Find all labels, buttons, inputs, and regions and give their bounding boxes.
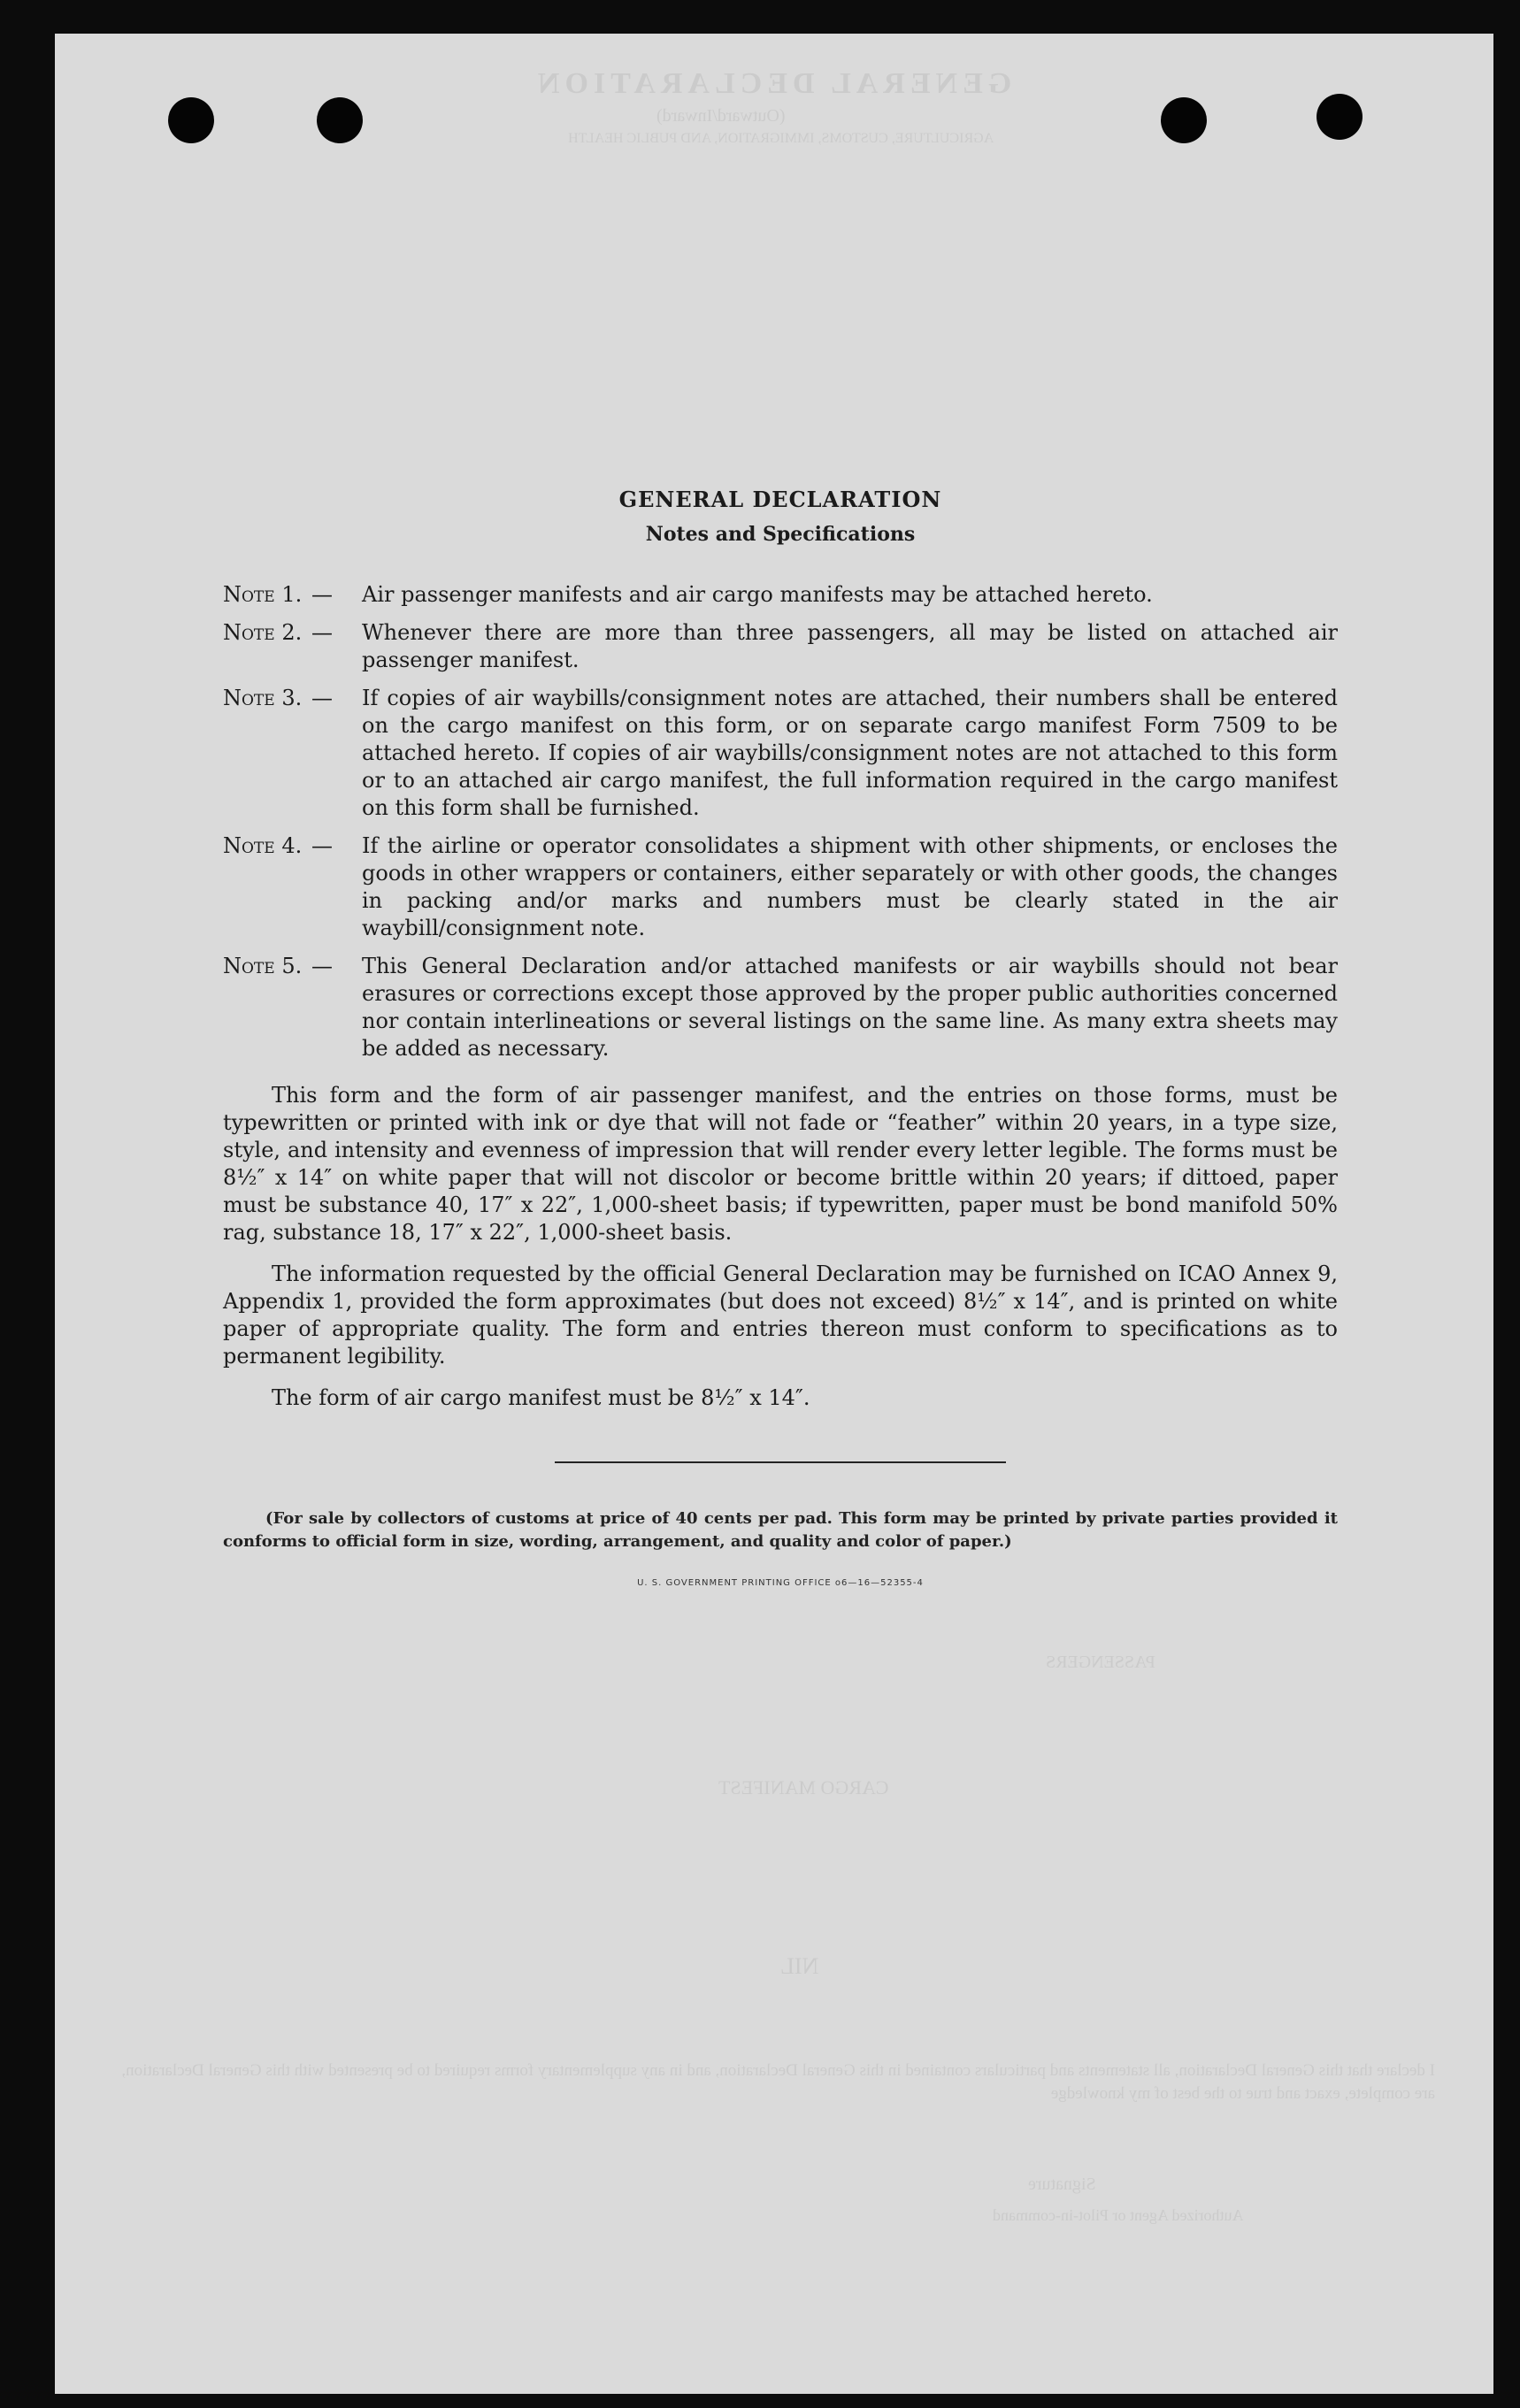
paragraph-form-requirements: This form and the form of air passenger manifest, and the entries on those forms, must be typewritten or printed with ink or dye that will not fade or “feather” within 20 years, in a type size, style, and intensity and evenness of impression that will render every letter legible. The forms must be 8½″ x 14″ on white paper that will not discolor or become brittle within 20 years; if dittoed, paper must be substance 40, 17″ x 22″, 1,000-sheet basis; if typewritten, paper must be bond manifold 50% rag, substance 18, 17″ x 22″, 1,000-sheet basis. bbox=[223, 1083, 1338, 1245]
notes-content bbox=[223, 487, 1338, 1588]
note-1-text: Air passenger manifests and air cargo manifests may be attached hereto. bbox=[362, 582, 1153, 607]
note-5-text: This General Declaration and/or attached manifests or air waybills should not bear erasures or corrections except those approved by the proper public authorities concerned nor contain interlineations or several listings on the same line. As many extra sheets may be added as necessary. bbox=[362, 954, 1338, 1061]
bleed-through-footer-1: I declare that this General Declaration, all statements and particulars contained in this General Declaration, and in any supplementary forms required to be presented with this General Declaration, are complete, exact and true to the best of my knowledge bbox=[121, 2061, 1435, 2103]
punch-hole-4 bbox=[1317, 94, 1363, 140]
note-3-label: Note 3. bbox=[223, 686, 303, 710]
note-dash: — bbox=[311, 833, 333, 858]
punch-hole-1 bbox=[168, 97, 214, 143]
note-dash: — bbox=[311, 620, 333, 645]
paragraph-icao-annex: The information requested by the official General Declaration may be furnished on ICAO Annex 9, Appendix 1, provided the form approximates (but does not exceed) 8½″ x 14″, and is printed on white paper of appropriate quality. The form and entries thereon must conform to specifications as to permanent legibility. bbox=[223, 1262, 1338, 1369]
printer-line: U. S. GOVERNMENT PRINTING OFFICE o6—16—52355-4 bbox=[637, 1578, 924, 1588]
note-dash: — bbox=[311, 954, 333, 978]
page-subtitle: Notes and Specifications bbox=[645, 523, 916, 546]
note-2 bbox=[223, 619, 1338, 674]
bleed-through-footer-3: Authorized Agent or Pilot-in-command bbox=[993, 2206, 1244, 2224]
bleed-through-header-2: (Outward/Inward) bbox=[656, 106, 786, 126]
note-dash: — bbox=[311, 686, 333, 710]
note-3-text: If copies of air waybills/consignment notes are attached, their numbers shall be entered on the cargo manifest on this form, or on separate cargo manifest Form 7509 to be attached hereto. If copies of air waybills/consignment notes are not attached to this form or to an attached air cargo manifest, the full information required in the cargo manifest on this form shall be furnished. bbox=[362, 686, 1338, 820]
bleed-through-mid-2: CARGO MANIFEST bbox=[718, 1776, 889, 1798]
note-4 bbox=[223, 832, 1338, 942]
note-dash: — bbox=[311, 582, 333, 607]
note-2-label: Note 2. bbox=[223, 620, 303, 645]
note-2-text: Whenever there are more than three passengers, all may be listed on attached air passenger manifest. bbox=[362, 620, 1338, 672]
bleed-through-mid-1: PASSENGERS bbox=[1046, 1653, 1155, 1672]
note-1 bbox=[223, 581, 1338, 609]
sale-note: (For sale by collectors of customs at price of 40 cents per pad. This form may be printed by private parties provided it conforms to official form in size, wording, arrangement, and quality and color of paper.) bbox=[223, 1509, 1338, 1551]
bleed-through-mid-3: NIL bbox=[780, 1953, 819, 1979]
divider-rule bbox=[555, 1461, 1006, 1463]
punch-hole-2 bbox=[317, 97, 363, 143]
paragraph-cargo-manifest-size: The form of air cargo manifest must be 8½″ x 14″. bbox=[272, 1385, 810, 1410]
note-4-text: If the airline or operator consolidates a shipment with other shipments, or encloses the goods in other wrappers or containers, either separately or with other goods, the changes in packing and/or marks and numbers must be clearly stated in the air waybill/consignment note. bbox=[362, 833, 1338, 940]
punch-hole-3 bbox=[1161, 97, 1207, 143]
bleed-through-header-1: GENERAL DECLARATION bbox=[533, 67, 1012, 100]
note-5 bbox=[223, 953, 1338, 1062]
note-3 bbox=[223, 685, 1338, 822]
bleed-through-header-3: AGRICULTURE, CUSTOMS, IMMIGRATION, AND PUBLIC HEALTH bbox=[568, 131, 994, 146]
note-5-label: Note 5. bbox=[223, 954, 303, 978]
note-1-label: Note 1. bbox=[223, 582, 303, 607]
page-title: GENERAL DECLARATION bbox=[618, 487, 942, 512]
document-page bbox=[55, 34, 1493, 2394]
bleed-through-footer-2: Signature bbox=[1028, 2174, 1096, 2194]
note-4-label: Note 4. bbox=[223, 833, 303, 858]
